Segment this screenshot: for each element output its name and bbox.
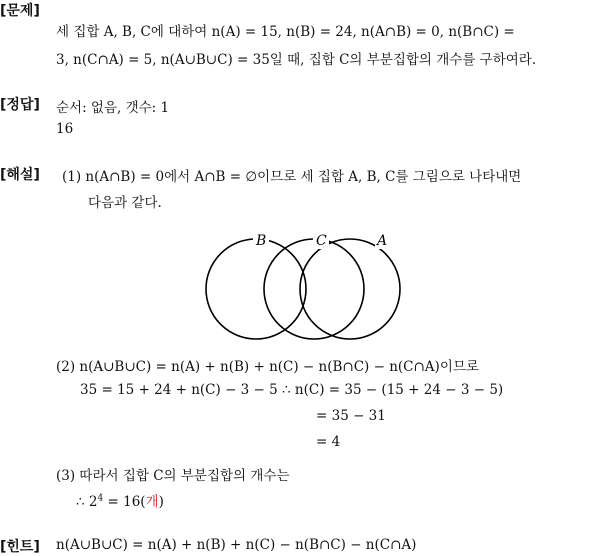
solution-step1-line-2: 다음과 같다. xyxy=(88,195,162,211)
solution-step3-line-1: (3) 따라서 집합 C의 부분집합의 개수는 xyxy=(56,468,290,484)
venn-label-c: C xyxy=(316,233,327,249)
eq-mid: = 16( xyxy=(103,494,146,510)
eq-exponent: 4 xyxy=(97,493,104,504)
eq-prefix: ∴ 2 xyxy=(76,494,98,510)
solution-step3-equation xyxy=(76,490,164,510)
solution-step2-line-3: = 35 − 31 xyxy=(316,408,386,424)
venn-diagram xyxy=(205,228,405,346)
answer-line-1: 순서: 없음, 갯수: 1 xyxy=(56,100,170,116)
solution-step1-line-1: (1) n(A∩B) = 0에서 A∩B = ∅이므로 세 집합 A, B, C를 그림으로 나타내면 xyxy=(62,169,522,185)
venn-label-b: B xyxy=(256,233,267,249)
section-label-problem: [문제] xyxy=(0,3,40,19)
solution-step2-line-1: (2) n(A∪B∪C) = n(A) + n(B) + n(C) − n(B∩C) − n(C∩A)이므로 xyxy=(56,359,479,375)
venn-label-a: A xyxy=(377,233,388,249)
solution-step2-line-4: = 4 xyxy=(316,434,341,450)
solution-step2-line-2: 35 = 15 + 24 + n(C) − 3 − 5 ∴ n(C) = 35 − (15 + 24 − 3 − 5) xyxy=(80,382,504,398)
eq-unit-word: 개 xyxy=(145,494,159,510)
answer-line-2: 16 xyxy=(56,121,74,137)
section-label-solution: [해설] xyxy=(0,167,40,183)
eq-close: ) xyxy=(158,494,164,510)
hint-line: n(A∪B∪C) = n(A) + n(B) + n(C) − n(B∩C) − n(C∩A) xyxy=(56,537,417,553)
section-label-hint: [힌트] xyxy=(0,539,40,555)
problem-line-1: 세 집합 A, B, C에 대하여 n(A) = 15, n(B) = 24, n(A∩B) = 0, n(B∩C) = xyxy=(56,24,515,40)
section-label-answer: [정답] xyxy=(0,97,40,113)
problem-line-2: 3, n(C∩A) = 5, n(A∪B∪C) = 35일 때, 집합 C의 부분집합의 개수를 구하여라. xyxy=(56,52,537,68)
venn-circle-b xyxy=(206,239,306,339)
